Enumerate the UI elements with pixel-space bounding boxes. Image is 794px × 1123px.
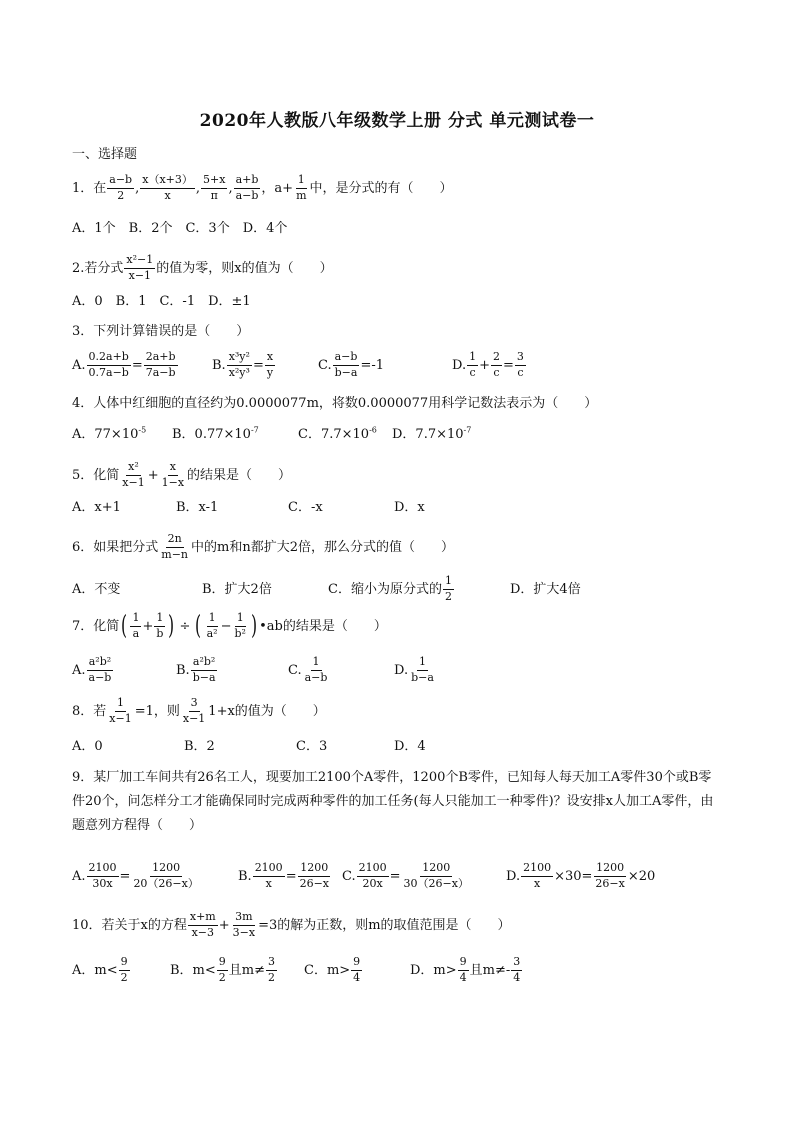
question-3-stem: 3．下列计算错误的是（ ） xyxy=(72,324,250,339)
question-4-stem: 4．人体中红细胞的直径约为0.0000077m，将数0.0000077用科学记数法表示为（ ） xyxy=(72,396,598,411)
question-10-options: A．m< $\frac{9}{2}$ B．m< $\frac{9}{2}$ 且m≠ $\frac{3}{2}$ C．m> $\frac{9}{4}$ D．m> $\frac{9}{4}$ 且m≠- $\frac{3}{4}$ xyxy=(72,955,521,984)
question-5-stem: 5．化简 $\frac{\text{x²}}{x-1}$ + $\frac{x}{1-x}$ 的结果是（ ） xyxy=(72,460,292,489)
question-9-stem: 9．某厂加工车间共有26名工人，现要加工2100个A零件，1200个B零件，已知每人每天加工A零件30个或B零件20个，问怎样分工才能确保同时完成两种零件的加工任务(每人只能加工一种零件)？设安排x人加工A零件，由题意列方程得（ ） xyxy=(72,770,714,833)
question-2-options: A．0 B．1 C．-1 D．±1 xyxy=(72,294,251,309)
question-8-options: A．0 B．2 C．3 D．4 xyxy=(72,739,426,754)
fraction: $\frac{a+b}{a-b}$ xyxy=(235,173,259,202)
question-1-stem: 1．在 $\frac{a-b}{2}$ , $\frac{x(x+3)}{x}$ , $\frac{5+x}{\pi}$ , $\frac{a+b}{a-b}$ ，a+ $\frac{1}{m}$ 中，是分式的有（ ） xyxy=(72,173,453,202)
fraction: $\frac{x(x+3)}{x}$ xyxy=(142,173,193,202)
question-7-options: A. $\frac{\text{a²b²}}{a-b}$ B. $\frac{\text{a²b²}}{b-a}$ C. $\frac{1}{a-b}$ D. $\frac{1}{b-a}$ xyxy=(72,655,434,684)
question-6-stem: 6．如果把分式 $\frac{2n}{m-n}$ 中的m和n都扩大2倍，那么分式的值（ ） xyxy=(72,532,454,561)
option-d: D. $\frac{1}{c}$ + $\frac{2}{c}$ = $\frac{3}{c}$ xyxy=(452,350,524,379)
question-5-options: A．x+1 B．x-1 C．-x D．x xyxy=(72,500,425,515)
option-a: A. $\frac{0.2a+b}{0.7a-b}$ = $\frac{2a+b}{7a-b}$ xyxy=(72,350,176,379)
question-10-stem: 10．若关于x的方程 $\frac{x+m}{x-3}$ + $\frac{3m}{3-x}$ =3的解为正数，则m的取值范围是（ ） xyxy=(72,910,511,939)
question-6-options: A．不变 B．扩大2倍 C．缩小为原分式的 $\frac{1}{2}$ D．扩大4倍 xyxy=(72,574,581,603)
section-heading: 一、选择题 xyxy=(72,147,138,162)
fraction: $\frac{a-b}{2}$ xyxy=(109,173,133,202)
question-9-options: A. $\frac{2100}{30x}$ = $\frac{1200}{20(26-x)}$ B. $\frac{2100}{x}$ = $\frac{1200}{26-x}$ C. $\frac{2100}{20x}$ = $\frac{1200}{30(26-x)}$ D. $\frac{2100}{x}$ ×30= $\frac{1200}{26-x}$ ×20 xyxy=(72,861,656,890)
page-title: 2020年人教版八年级数学上册 分式 单元测试卷一 xyxy=(199,111,595,131)
fraction: $\frac{1}{m}$ xyxy=(296,173,307,202)
question-3-options xyxy=(72,351,527,379)
question-4-options: A．$77\times 10^{-5}$ B．$0.77\times 10^{-7}$ C．$7.7\times 10^{-6}$ D．$7.7\times 10^{-7}$ xyxy=(72,425,472,442)
fraction: $\frac{\text{x²−1}}{x-1}$ xyxy=(126,253,154,282)
question-7-stem: 7．化简 ( $\frac{1}{a}$ + $\frac{1}{b}$ ) ÷ ( $\frac{1}{\text{a²}}$ − $\frac{1}{\text{b²}}$ ) •ab的结果是（ ） xyxy=(72,611,387,642)
fraction: $\frac{5+x}{\pi}$ xyxy=(203,173,226,202)
option-c: C. $\frac{a-b}{b-a}$ =-1 xyxy=(318,350,385,379)
q1-prefix: 1．在 xyxy=(72,180,107,196)
option-c: C．缩小为原分式的 $\frac{1}{2}$ xyxy=(328,574,452,603)
question-8-stem: 8．若 $\frac{1}{x-1}$ =1，则 $\frac{3}{x-1}$ 1+x的值为（ ） xyxy=(72,696,326,725)
question-2-stem: 2.若分式 $\frac{\text{x²−1}}{x-1}$ 的值为零，则x的值为（ ） xyxy=(72,253,333,282)
option-b: B. $\frac{\text{x³y²}}{\text{x²y³}}$ = $\frac{x}{y}$ xyxy=(212,350,274,379)
question-1-options: A．1个 B．2个 C．3个 D．4个 xyxy=(72,221,288,236)
